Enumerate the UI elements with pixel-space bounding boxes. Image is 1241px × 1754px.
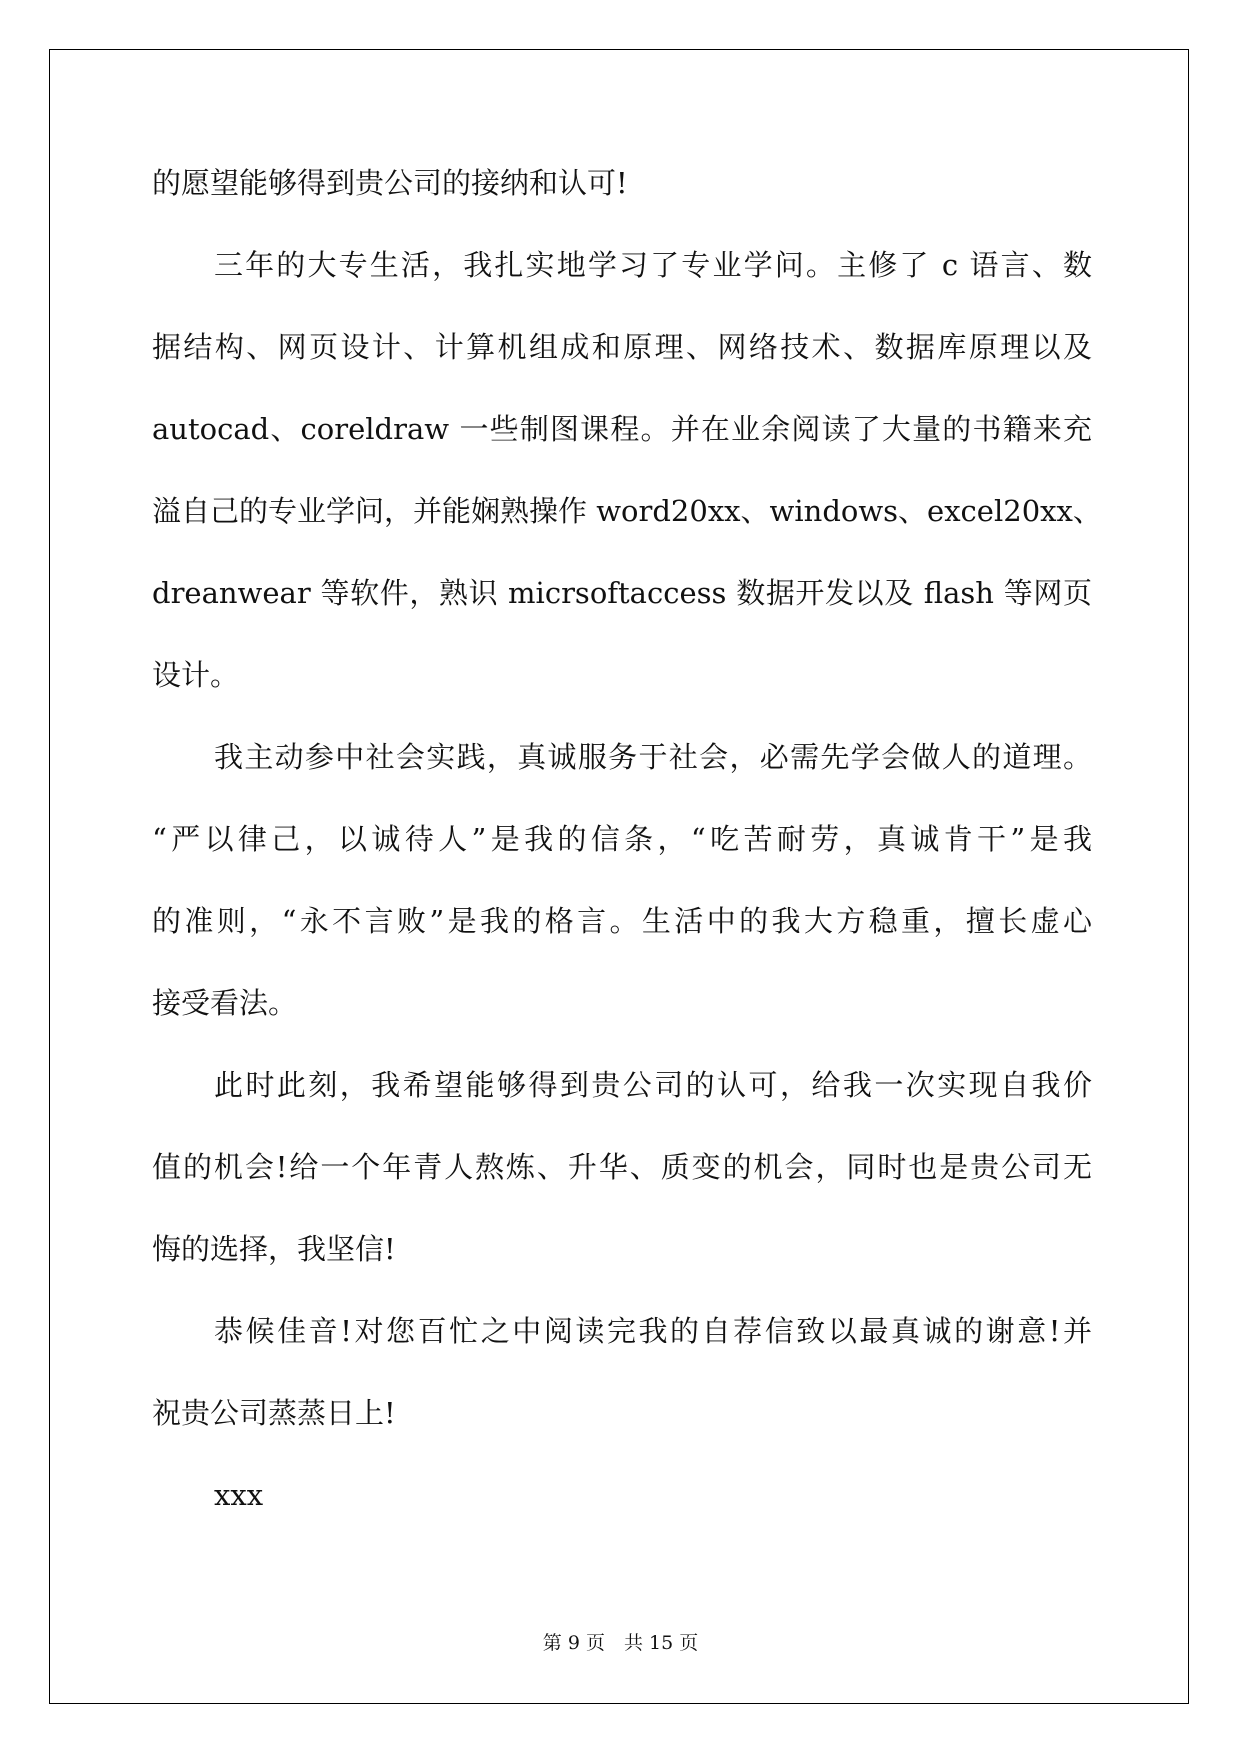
- text-line: 值的机会!给一个年青人熬炼、升华、质变的机会，同时也是贵公司无: [152, 1150, 1092, 1184]
- text-line: 祝贵公司蒸蒸日上!: [152, 1396, 396, 1430]
- signature-line: xxx: [214, 1478, 264, 1512]
- text-line: 据结构、网页设计、计算机组成和原理、网络技术、数据库原理以及: [152, 330, 1092, 364]
- text-line: 的准则，“永不言败”是我的格言。生活中的我大方稳重，擅长虚心: [152, 904, 1092, 938]
- letter-body: [152, 158, 1102, 1552]
- text-line: 溢自己的专业学问，并能娴熟操作 word20xx、windows、excel20xx、: [152, 494, 1102, 528]
- text-line: 接受看法。: [152, 986, 298, 1020]
- text-line: 悔的选择，我坚信!: [152, 1232, 396, 1266]
- text-line: 我主动参中社会实践，真诚服务于社会，必需先学会做人的道理。: [214, 740, 1092, 774]
- text-line: 三年的大专生活，我扎实地学习了专业学问。主修了 c 语言、数: [214, 248, 1092, 282]
- text-line: 恭候佳音!对您百忙之中阅读完我的自荐信致以最真诚的谢意!并: [214, 1314, 1092, 1348]
- text-line: autocad、coreldraw 一些制图课程。并在业余阅读了大量的书籍来充: [152, 412, 1092, 446]
- text-line: 此时此刻，我希望能够得到贵公司的认可，给我一次实现自我价: [214, 1068, 1092, 1102]
- text-line: dreanwear 等软件，熟识 micrsoftaccess 数据开发以及 flash 等网页: [152, 576, 1092, 610]
- text-line: 设计。: [152, 658, 240, 692]
- text-line: “严以律己，以诚待人”是我的信条，“吃苦耐劳，真诚肯干”是我: [152, 822, 1092, 856]
- text-line: 的愿望能够得到贵公司的接纳和认可!: [152, 166, 628, 200]
- page-number-footer: 第 9 页 共 15 页: [542, 1632, 699, 1654]
